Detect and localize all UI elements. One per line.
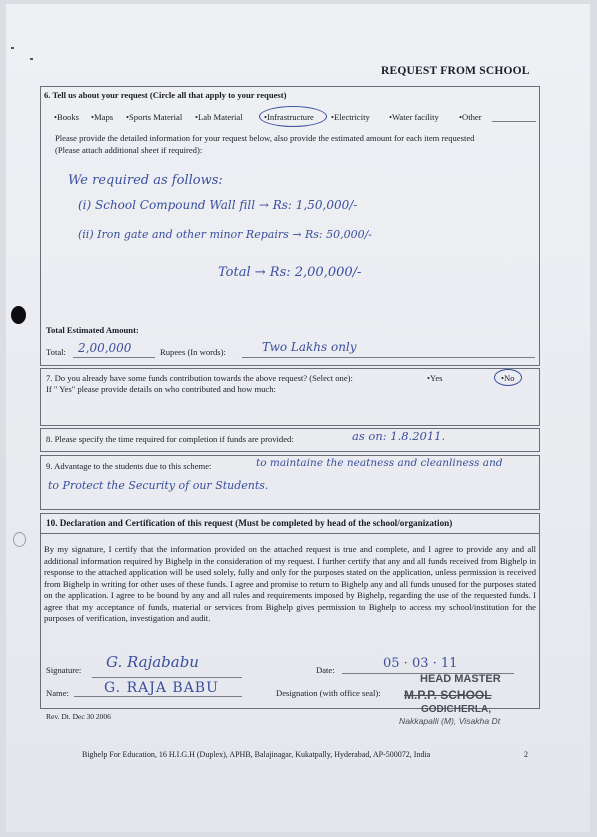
scan-speck (11, 47, 14, 49)
section-7-question: 7. Do you already have some funds contribution towards the above request? (Select one): (46, 373, 353, 383)
other-line (492, 121, 536, 122)
total-estimated-label: Total Estimated Amount: (46, 325, 139, 335)
section-8-question: 8. Please specify the time required for completion if funds are provided: (46, 434, 294, 444)
seal-line-school: M.P.P. SCHOOL (404, 688, 492, 702)
punch-hole-faint (13, 532, 26, 547)
seal-line-district: Nakkapalli (M), Visakha Dt (399, 716, 501, 726)
advantage-answer-1[interactable]: to maintaine the neatness and cleanliness and (256, 457, 503, 469)
page-number: 2 (524, 750, 528, 759)
rupees-words-value[interactable]: Two Lakhs only (262, 340, 357, 354)
option-other[interactable]: •Other (459, 112, 482, 122)
handwritten-total: Total → Rs: 2,00,000/- (218, 265, 362, 280)
section-10-divider (40, 533, 540, 534)
selection-circle (259, 106, 327, 127)
date-label: Date: (316, 665, 335, 675)
section-6-title: 6. Tell us about your request (Circle all that apply to your request) (44, 90, 287, 100)
section-7-followup: If " Yes" please provide details on who contributed and how much: (46, 384, 276, 394)
option-maps[interactable]: •Maps (91, 112, 114, 122)
option-books[interactable]: •Books (54, 112, 79, 122)
handwritten-item-2: (ii) Iron gate and other minor Repairs → Rs: 50,000/- (78, 228, 372, 241)
total-prefix: Total: (46, 347, 66, 357)
signature-value[interactable]: G. Rajababu (106, 653, 199, 671)
instruction-line-2: (Please attach additional sheet if required): (55, 145, 203, 155)
designation-label: Designation (with office seal): (276, 688, 381, 698)
rupees-label: Rupees (In words): (160, 347, 226, 357)
option-water-facility[interactable]: •Water facility (389, 112, 439, 122)
declaration-text: By my signature, I certify that the information provided on the attached request is true and complete, and I agree to provide any and all additional information required by Bighelp in the consideration of my request. I further certify that any and all funds received from Bighelp in response to the attached application will be used solely, fully and only for the purposes stated on the application, unless permission is received from Bighelp in writing for other uses of these funds. I agree and promise to return to Bighelp any and all funds unused for the purposes stated on the application. I agree to be bound by any and all rules and requirements imposed by Bighelp, regarding the use of the requested funds. I agree that my acceptance of funds, material or services from Bighelp gives permission to Bighelp to access my school/institution for the purposes of verification, investigation and audit. (44, 544, 536, 623)
completion-date-answer[interactable]: as on: 1.8.2011. (352, 429, 446, 443)
name-label: Name: (46, 688, 69, 698)
option-no[interactable]: •No (501, 373, 515, 383)
instruction-line-1: Please provide the detailed information for your request below, also provide the estimated amount for each item requested (55, 133, 475, 143)
scan-speck (30, 58, 33, 60)
rupees-line (242, 357, 535, 358)
signature-label: Signature: (46, 665, 82, 675)
seal-line-head-master: HEAD MASTER (420, 673, 501, 685)
option-electricity[interactable]: •Electricity (331, 112, 370, 122)
option-lab-material[interactable]: •Lab Material (195, 112, 243, 122)
handwritten-intro: We required as follows: (68, 173, 223, 188)
handwritten-item-1: (i) School Compound Wall fill → Rs: 1,50,000/- (78, 198, 358, 212)
option-sports-material[interactable]: •Sports Material (126, 112, 183, 122)
total-amount-value[interactable]: 2,00,000 (78, 341, 132, 355)
no-selection-circle (494, 369, 522, 386)
name-value[interactable]: G. RAJA BABU (104, 680, 219, 696)
punch-hole (11, 306, 26, 324)
section-6-box (40, 86, 540, 366)
option-infrastructure[interactable]: •Infrastructure (264, 112, 314, 122)
seal-line-village: GODICHERLA, (421, 704, 491, 715)
option-yes[interactable]: •Yes (427, 373, 443, 383)
section-9-question: 9. Advantage to the students due to this scheme: (46, 461, 212, 471)
advantage-answer-2[interactable]: to Protect the Security of our Students. (48, 479, 269, 492)
revision-date: Rev. Dt. Dec 30 2006 (46, 712, 111, 721)
date-value[interactable]: 05 · 03 · 11 (383, 656, 458, 671)
footer-address: Bighelp For Education, 16 H.I.G.H (Duplex), APHB, Balajinagar, Kukatpally, Hyderabad, AP-500072, India (82, 750, 431, 759)
section-10-title: 10. Declaration and Certification of this request (Must be completed by head of the school/organization) (46, 518, 453, 528)
signature-line (92, 677, 242, 678)
total-line (73, 357, 155, 358)
name-line (74, 696, 242, 697)
form-header: REQUEST FROM SCHOOL (381, 65, 530, 77)
